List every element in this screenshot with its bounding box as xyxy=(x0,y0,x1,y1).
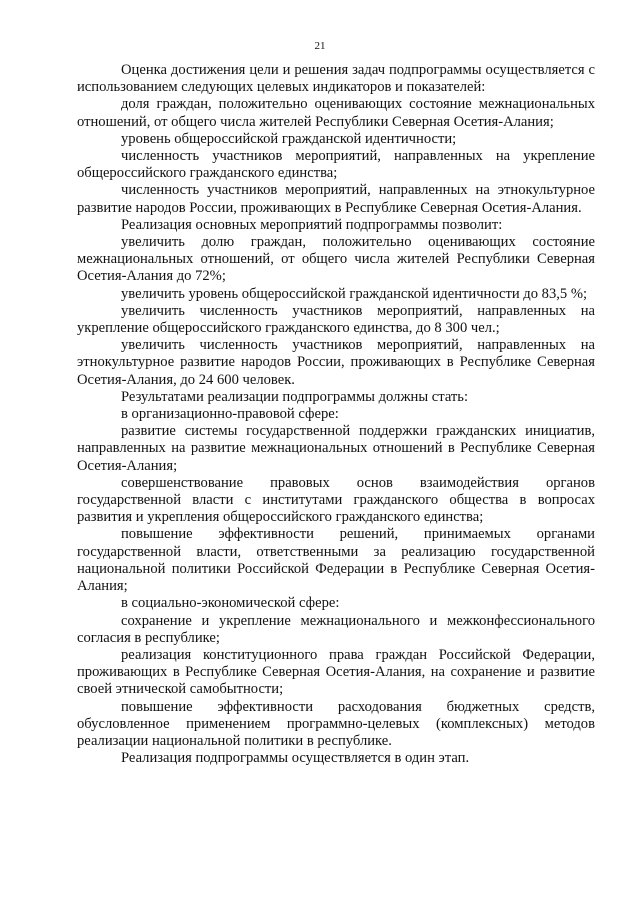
paragraph-result-interethnic-harmony: сохранение и укрепление межнационального и межконфессионального согласия в республике; xyxy=(77,612,595,646)
paragraph-indicator-unity-participants: численность участников мероприятий, направленных на укрепление общероссийского гражданского единства; xyxy=(77,148,595,182)
paragraph-result-decision-efficiency: повышение эффективности решений, принимаемых органами государственной власти, ответственными за реализацию государственной национальной политики Российской Федерации в Республике Северная Осетия-Алания; xyxy=(77,526,595,595)
paragraph-indicator-citizens-share: доля граждан, положительно оценивающих состояние межнациональных отношений, от общего числа жителей Республики Северная Осетия-Алания; xyxy=(77,96,595,130)
paragraph-target-ethnocultural-participants: увеличить численность участников мероприятий, направленных на этнокультурное развитие народов России, проживающих в Республике Северная Осетия-Алания, до 24 600 человек. xyxy=(77,337,595,388)
page-number: 21 xyxy=(314,40,326,52)
paragraph-socioeconomic-sphere: в социально-экономической сфере: xyxy=(121,595,340,612)
paragraph-result-constitutional-right: реализация конституционного права граждан Российской Федерации, проживающих в Республике Северная Осетия-Алания, на сохранение и развитие своей этнической самобытности; xyxy=(77,646,595,698)
paragraph-measures-intro: Реализация основных мероприятий подпрограммы позволит: xyxy=(121,216,503,233)
paragraph-single-stage: Реализация подпрограммы осуществляется в один этап. xyxy=(121,750,470,767)
paragraph-result-budget-efficiency: повышение эффективности расходования бюджетных средств, обусловленное применением программно-целевых (комплексных) методов реализации национальной политики в республике. xyxy=(77,698,595,749)
paragraph-indicator-identity-level: уровень общероссийской гражданской идентичности; xyxy=(121,130,457,147)
paragraph-result-legal-framework: совершенствование правовых основ взаимодействия органов государственной власти с институтами гражданского общества в вопросах развития и укрепления общероссийского гражданского единства; xyxy=(77,474,595,526)
paragraph-result-civil-initiatives: развитие системы государственной поддержки гражданских инициатив, направленных на развитие межнациональных отношений в Республике Северная Осетия-Алания; xyxy=(77,423,595,474)
paragraph-target-unity-participants: увеличить численность участников мероприятий, направленных на укрепление общероссийского гражданского единства, до 8 300 чел.; xyxy=(77,302,595,337)
paragraph-target-citizens-share: увеличить долю граждан, положительно оценивающих состояние межнациональных отношений, от общего числа жителей Республики Северная Осетия-Алания до 72%; xyxy=(77,234,595,285)
paragraph-indicator-ethnocultural-participants: численность участников мероприятий, направленных на этнокультурное развитие народов России, проживающих в Республике Северная Осетия-Алания. xyxy=(77,182,595,216)
document-body xyxy=(77,62,595,767)
paragraph-results-intro: Результатами реализации подпрограммы должны стать: xyxy=(121,388,469,405)
paragraph-target-identity-level: увеличить уровень общероссийской гражданской идентичности до 83,5 %; xyxy=(121,285,588,302)
paragraph-legal-sphere: в организационно-правовой сфере: xyxy=(121,406,339,423)
paragraph-evaluation-intro: Оценка достижения цели и решения задач подпрограммы осуществляется с использованием следующих целевых индикаторов и показателей: xyxy=(77,62,595,96)
